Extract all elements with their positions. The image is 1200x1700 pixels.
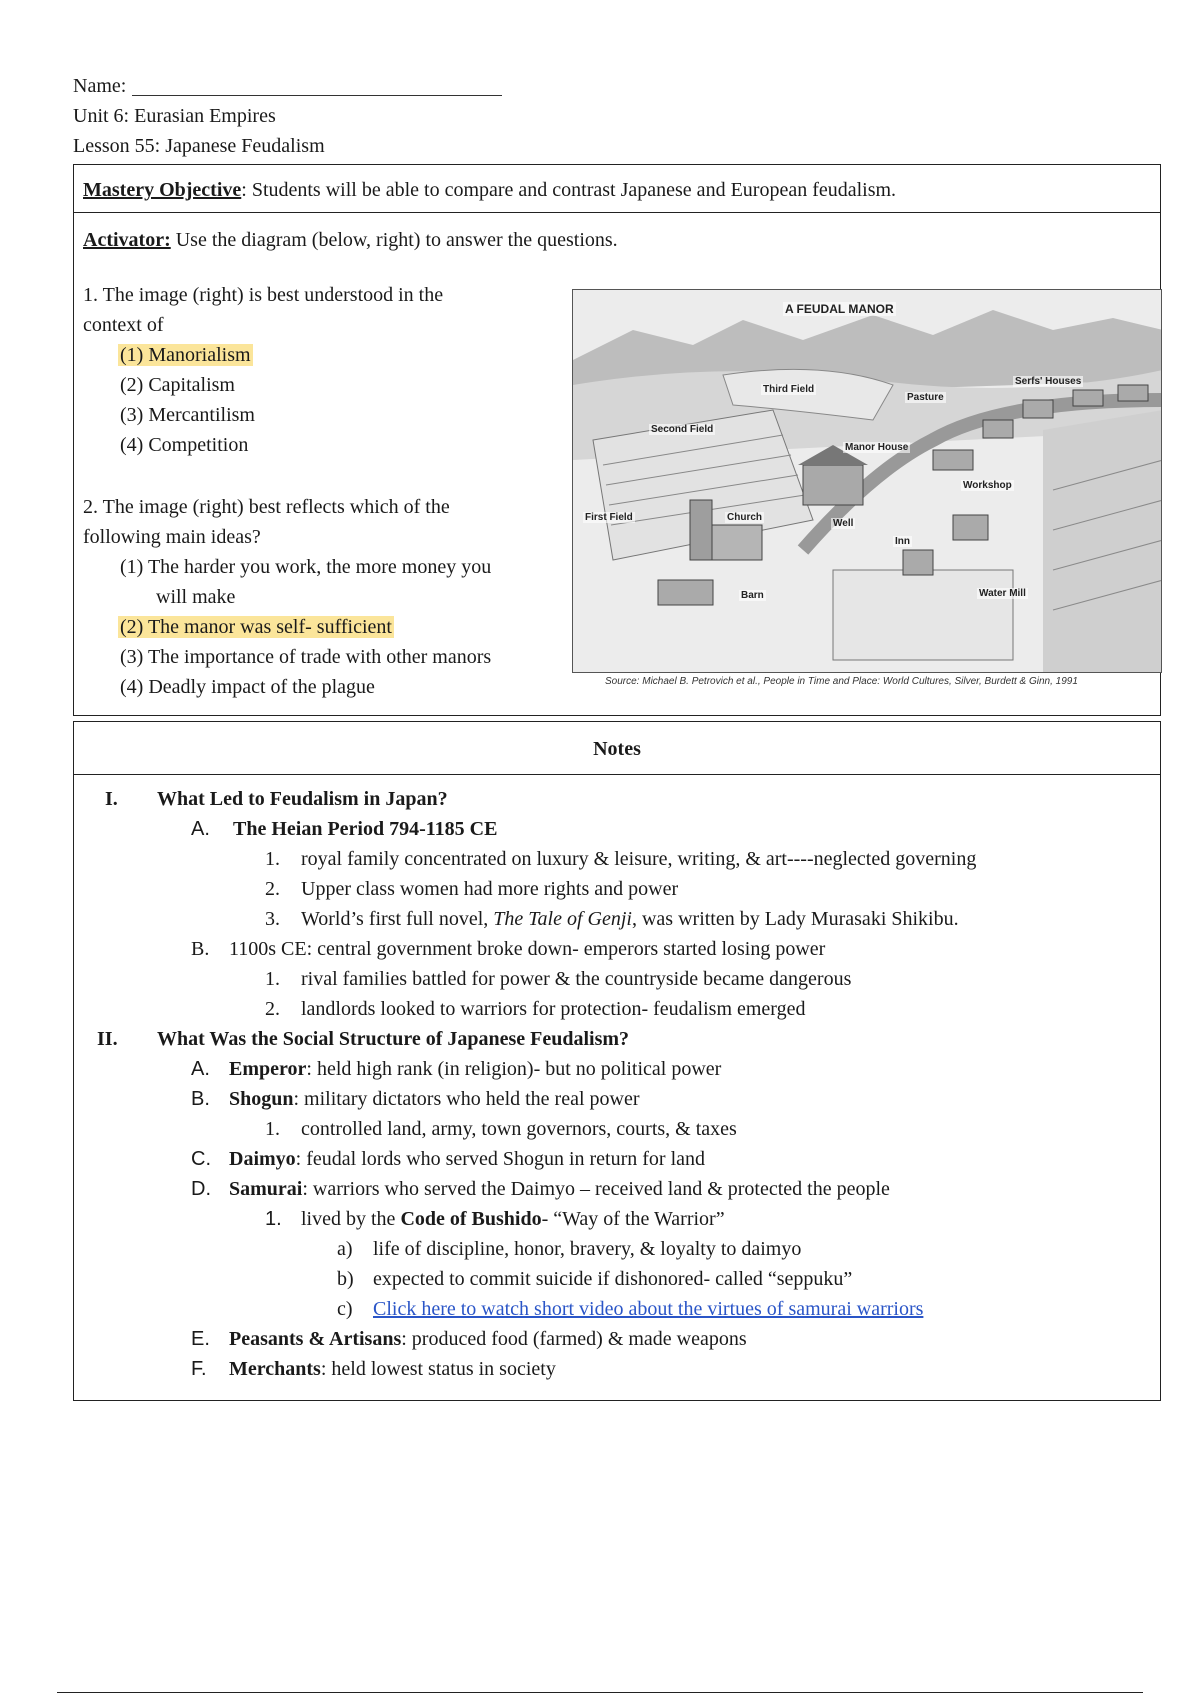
q2-option-2-text: (2) The manor was self- sufficient [120,616,392,638]
II-D-c-num: c) [337,1298,353,1320]
q2-option-4[interactable]: (4) Deadly impact of the plague [120,676,375,698]
emperor-desc: : held high rank (in religion)- but no political power [306,1058,722,1080]
II-E-text [229,1324,747,1354]
name-row [73,72,502,100]
manor-illustration [573,290,1162,673]
II-D-letter: D. [191,1178,211,1200]
page-bottom-rule [57,1692,1143,1693]
name-label: Name: [73,75,127,97]
I-A-letter: A. [191,818,210,840]
I-B-1-num: 1. [265,968,280,990]
daimyo-desc: : feudal lords who served Shogun in return for land [295,1148,706,1170]
activator-label: Activator: [83,229,171,251]
daimyo-term: Daimyo [229,1148,296,1170]
label-pasture: Pasture [907,392,944,403]
label-water-mill: Water Mill [979,588,1026,599]
diagram-source-caption: Source: Michael B. Petrovich et al., People in Time and Place: World Cultures, Silver, Burdett & Ginn, 1991 [605,676,1078,687]
II-D-1-text [301,1204,725,1234]
merchants-term: Merchants [229,1358,321,1380]
label-well: Well [833,518,854,529]
label-first-field: First Field [585,512,633,523]
II-B-letter: B. [191,1088,210,1110]
feudal-manor-diagram [572,289,1162,673]
section-I-title: What Led to Feudalism in Japan? [157,788,448,810]
II-D-a-text: life of discipline, honor, bravery, & loyalty to daimyo [373,1238,802,1260]
emperor-term: Emperor [229,1058,307,1080]
bushido-pre: lived by the [301,1208,401,1230]
label-church: Church [727,512,762,523]
q2-option-3[interactable]: (3) The importance of trade with other manors [120,646,492,668]
II-D-b-text: expected to commit suicide if dishonored- called “seppuku” [373,1268,853,1290]
mastery-objective [83,175,896,205]
II-A-letter: A. [191,1058,210,1080]
I-A-1-text: royal family concentrated on luxury & leisure, writing, & art----neglected governing [301,848,977,870]
label-barn: Barn [741,590,764,601]
q2-option-2[interactable] [118,612,394,642]
I-A-3-post: , was written by Lady Murasaki Shikibu. [631,908,959,930]
activator-text: Use the diagram (below, right) to answer the questions. [170,229,618,251]
q1-option-1-text: (1) Manorialism [120,344,251,366]
label-workshop: Workshop [963,480,1012,491]
question-2-line1: 2. The image (right) best reflects which of the [83,496,450,518]
II-C-letter: C. [191,1148,211,1170]
II-C-text [229,1144,705,1174]
II-D-1-num: 1. [265,1208,282,1230]
diagram-title: A FEUDAL MANOR [785,302,894,316]
II-B-text [229,1084,640,1114]
q1-option-1[interactable] [118,340,253,370]
I-A-2-text: Upper class women had more rights and power [301,878,679,900]
I-A-title: The Heian Period 794-1185 CE [233,818,498,840]
samurai-desc: : warriors who served the Daimyo – received land & protected the people [302,1178,890,1200]
q1-option-3[interactable]: (3) Mercantilism [120,404,255,426]
q1-option-4[interactable]: (4) Competition [120,434,249,456]
II-B-1-text: controlled land, army, town governors, courts, & taxes [301,1118,737,1140]
I-B-2-num: 2. [265,998,280,1020]
section-II-number: II. [97,1028,118,1050]
II-F-text [229,1354,556,1384]
I-A-3-pre: World’s first full novel, [301,908,494,930]
I-B-letter: B. [191,938,210,960]
activator-instructions [83,225,618,255]
name-blank-line[interactable] [132,75,502,96]
section-II-title: What Was the Social Structure of Japanese Feudalism? [157,1028,630,1050]
I-A-2-num: 2. [265,878,280,900]
shogun-term: Shogun [229,1088,294,1110]
merchants-desc: : held lowest status in society [320,1358,556,1380]
question-1-line2: context of [83,314,164,336]
q1-option-2[interactable]: (2) Capitalism [120,374,235,396]
samurai-video-link[interactable]: Click here to watch short video about the virtues of samurai warriors [373,1298,924,1320]
bushido-post: - “Way of the Warrior” [541,1208,725,1230]
II-D-a-num: a) [337,1238,353,1260]
I-B-1-text: rival families battled for power & the countryside became dangerous [301,968,852,990]
lesson-title: Lesson 55: Japanese Feudalism [73,135,325,157]
label-manor-house: Manor House [845,442,909,453]
I-A-3-num: 3. [265,908,280,930]
II-D-b-num: b) [337,1268,354,1290]
bushido-term: Code of Bushido [400,1208,542,1230]
peasants-desc: : produced food (farmed) & made weapons [401,1328,747,1350]
objective-label: Mastery Objective [83,179,242,201]
question-2-line2: following main ideas? [83,526,261,548]
II-F-letter: F. [191,1358,207,1380]
notes-divider [74,774,1160,775]
II-B-1-num: 1. [265,1118,280,1140]
II-D-text [229,1174,890,1204]
section-I-number: I. [105,788,118,810]
II-A-text [229,1054,721,1084]
samurai-term: Samurai [229,1178,303,1200]
label-second-field: Second Field [651,424,714,435]
notes-heading: Notes [593,738,641,760]
q2-option-1[interactable]: (1) The harder you work, the more money you [120,556,492,578]
I-B-2-text: landlords looked to warriors for protection- feudalism emerged [301,998,806,1020]
divider-line [74,212,1160,213]
q2-option-1-cont: will make [156,586,236,608]
peasants-term: Peasants & Artisans [229,1328,402,1350]
label-inn: Inn [895,536,910,547]
II-E-letter: E. [191,1328,210,1350]
tale-of-genji-title: The Tale of Genji [493,908,632,930]
I-A-3-text [301,904,959,934]
shogun-desc: : military dictators who held the real power [293,1088,640,1110]
unit-title: Unit 6: Eurasian Empires [73,105,276,127]
question-1-line1: 1. The image (right) is best understood in the [83,284,444,306]
I-B-text: 1100s CE: central government broke down- emperors started losing power [229,938,826,960]
I-A-1-num: 1. [265,848,280,870]
objective-text: : Students will be able to compare and contrast Japanese and European feudalism. [241,179,897,201]
label-third-field: Third Field [763,384,815,395]
label-serfs-houses: Serfs' Houses [1015,376,1082,387]
